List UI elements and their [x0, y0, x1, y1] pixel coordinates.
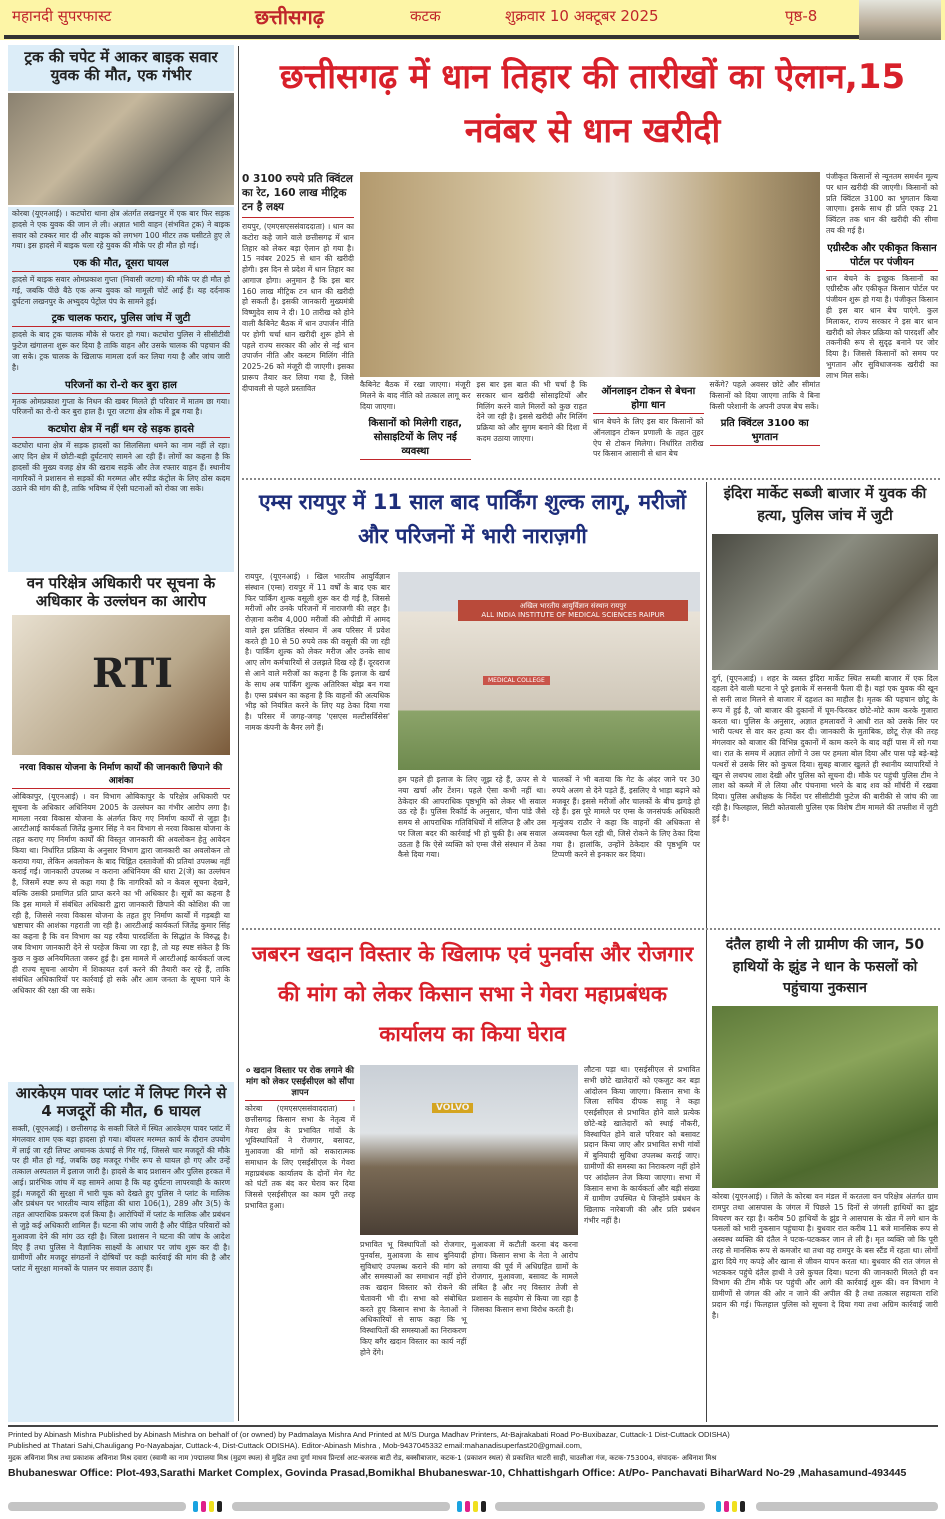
registration-strip [8, 1502, 186, 1511]
headline: इंदिरा मार्केट सब्जी बाजार में युवक की हत्या, पुलिस जांच में जुटी [723, 486, 927, 524]
lead-lower-columns [360, 380, 820, 463]
lead-kicker: 0 3100 रुपये प्रति क्विंटल का रेट, 160 लाख मीट्रिक टन है लक्ष्य [242, 172, 354, 218]
subheading: कटघोरा क्षेत्र में नहीं थम रहे सड़क हादसे [12, 421, 230, 438]
rti-illustration [12, 615, 230, 755]
elephant-photo [712, 1006, 938, 1188]
masthead-rule [4, 35, 859, 39]
column-divider [706, 482, 707, 1422]
aiims-building-photo [398, 572, 700, 770]
building-sign-english: ALL INDIA INSTITUTE OF MEDICAL SCIENCES RAIPUR [481, 611, 665, 619]
subheading: एक की मौत, दूसरा घायल [12, 255, 230, 272]
paragraph: रायपुर, (यूएनआई) । खिल भारतीय आयुर्विज्ञान संस्थान (एम्स) रायपुर में 11 वर्षों के बाद एक बार फिर पार्किंग शुल्क वसूली शुरू कर दी गई है, जिससे मरीजों और उनके परिजनों में नाराजगी की लहर है। रोज़ाना करीब 4,000 मरीजों की ओपीडी में आमद वाले इस प्रतिष्ठित संस्थान में अब परिसर में प्रवेश करते ही 10 से 50 रुपये तक की वसूली की जा रही है। पार्किंग शुल्क को लेकर मरीज और उनके साथ आए लोग कर्मचारियों से उलझते दिख रहे हैं। दूरदराज से आने वाले मरीजों का कहना है कि इलाज के खर्च के साथ अब पार्किंग शुल्क अतिरिक्त बोझ बन गया है। एम्स प्रबंधन का कहना है कि वाहनों की अत्यधिक भीड़ को नियंत्रित करने के लिए यह ठेका दिया गया है। परिसर में जगह-जगह 'एसएस मल्टीसर्विसेस' नामक कंपनी के बैनर लगे हैं। [245, 572, 390, 732]
subheading: परिजनों का रो-रो कर बुरा हाल [12, 377, 230, 394]
excavator-brand-text: VOLVO [432, 1103, 473, 1113]
subheading: ऑनलाइन टोकन से बेचना होगा धान [593, 383, 704, 414]
paragraph: पंजीकृत किसानों से न्यूनतम समर्थन मूल्य पर धान खरीदी की जाएगी। किसानों को प्रति क्विंटल 3100 का भुगतान किया जाएगा। इसके साथ ही प्रति एकड़ 21 क्विंटल तक धान की खरीदी की सीमा तय की गई है। [826, 172, 938, 235]
paragraph: ओबिकापुर, (यूएनआई) । वन विभाग ओबिकापुर के परिक्षेत्र अधिकारी पर सूचना के अधिकार अधिनियम 2005 के उल्लंघन का गंभीर आरोप लगा है। मामला नरवा विकास योजना के अंतर्गत किए गए निर्माण कार्यों से जुड़ा है। आरटीआई कार्यकर्ता जितेंद्र कुमार सिंह ने वन विभाग से नरवा विकास योजना के तहत कराए गए निर्माण कार्यों की विस्तृत जानकारी की अवलोकन हेतु आवेदन किया था। निर्धारित प्रक्रिया के अनुसार विभाग द्वारा जानकारी का अवलोकन तो कराया गया, लेकिन अवलोकन के बाद चिह्नित दस्तावेजों की प्रतियां उपलब्ध नहीं कराई गईं। जानकारी उपलब्ध न कराना अधिनियम की धारा 2(जे) का उल्लंघन है, जिसमें स्पष्ट रूप से कहा गया है कि नागरिकों को न केवल सूचना देखने, बल्कि उसकी प्रमाणित प्रति प्राप्त करने का भी अधिकार है। सूत्रों का कहना है कि इस मामले में संबंधित अधिकारी द्वारा जानकारी छिपाने की कोशिश की जा रही है, जिससे नरवा विकास योजना के तहत हुए निर्माण कार्यों में गड़बड़ी या भ्रष्टाचार की आशंका गहराती जा रही है। आरटीआई कार्यकर्ता जितेंद्र कुमार सिंह का कहना है कि वन विभाग का यह रवैया पारदर्शिता के सिद्धांत के विरुद्ध है। जब विभाग जानकारी देने से परहेज किया जा रहा है, तो यह स्पष्ट संकेत है कि कुछ न कुछ अनियमितता जरूर हुई है। इस मामले में आरटीआई कार्यकर्ता जल्द ही राज्य सूचना आयोग में शिकायत दर्ज करने की तैयारी कर रहे हैं, ताकि संबंधित अधिकारियों पर कार्रवाई हो सके और आम जनता के सूचना पाने के अधिकार की रक्षा की जा सके। [12, 792, 230, 996]
paragraph: हादसे के बाद ट्रक चालक मौके से फरार हो गया। कटघोरा पुलिस ने सीसीटीवी फुटेज खंगालना शुरू कर दिया है ताकि वाहन और उसके चालक की पहचान की जा सके। ट्रक चालक के खिलाफ मामला दर्ज कर लिया गया है और जांच जारी है। [12, 330, 230, 372]
story-body [8, 207, 234, 572]
rti-logo-text: RTI [92, 650, 174, 697]
lead-headline: छत्तीसगढ़ में धान तिहार की तारीखों का ऐलान,15 नवंबर से धान खरीदी [279, 57, 906, 152]
paragraph: मुआवजा में कटौती करना बंद करना होगा। किसान सभा के नेता ने आरोप लगाया की पूर्व में अधिग्रहित ग्रामों के रोजगार, मुआवजा, बसावट के मामले लंबित है और नए विस्तार तेजी से प्रशासन के सहयोग से किया जा रहा है जिसका किसान सभा विरोध करती है। [471, 1240, 578, 1314]
subheading: प्रति क्विंटल 3100 का भुगतान [710, 415, 821, 446]
paragraph: कोरबा (एमएसएससंवाददाता) । छत्तीसगढ़ किसान सभा के नेतृत्व में गेवरा क्षेत्र के प्रभावित गांवों के भूविस्थापितों ने रोजगार, बसावट, मुआवजा की मांगों को सकारात्मक समाधान के लिए एसईसीएल के गेवरा महाप्रबंधक कार्यालय के दोनों मेन गेट को घंटों तक बंद कर घेराव कर दिया जिससे एसईसीएल का काम पूरी तरह प्रभावित हुआ। [245, 1104, 355, 1211]
page-number: पृष्ठ-8 [785, 7, 818, 25]
paragraph: चालकों ने भी बताया कि गेट के अंदर जाने पर 30 रुपये अलग से देने पड़ते हैं, इसलिए वे भाड़ा बढ़ाने को मजबूर हैं। इससे मरीजों और चालकों के बीच झगड़े हो रहे हैं। इस पूरे मामले पर एम्स के जनसंपर्क अधिकारी मृत्युंजय राठौर ने कहा कि वाहनों की अधिकता से अव्यवस्था फैल रही थी, जिसे रोकने के लिए ठेका दिया गया है। हालांकि, उन्होंने ठेकेदार की पृष्ठभूमि पर टिप्पणी करने से इनकार कर दिया। [552, 775, 700, 860]
paragraph: इस बार इस बात की भी चर्चा है कि सरकार धान खरीदी सोसाइटियों और मिलिंग करने वाले मिलरों को कुछ राहत देने जा रही है। इससे खरीदी और मिलिंग प्रक्रिया को और सुगम बनाने की दिशा में कदम उठाया जाएगा। [476, 380, 587, 443]
registration-strip [232, 1502, 450, 1511]
black-mark [217, 1501, 222, 1512]
aiims-headline: एम्स रायपुर में 11 साल बाद पार्किंग शुल्क लागू, मरीजों और परिजनों में भारी नाराज़गी [258, 490, 687, 548]
subheading: किसानों को मिलेगी राहत, सोसाइटियों के लिए नई व्यवस्था [360, 415, 471, 460]
paragraph: रायपुर, (एमएसएससंवाददाता) । धान का कटोरा कहे जाने वाले छत्तीसगढ़ में धान तिहार को लेकर बड़ा ऐलान हो गया है। 15 नवंबर 2025 से धान की खरीदी होगी। इस दिन से प्रदेश में धान तिहार का आगाज होगा। अनुमान है कि इस बार 160 लाख मीट्रिक टन धान की खरीदी हो सकती है। इसकी जानकारी मुख्यमंत्री विष्णुदेव साय ने दी। 10 तारीख को होने वाली कैबिनेट बैठक में धान उपार्जन नीति पर होगी चर्चा धान खरीदी शुरू होने से पहले राज्य सरकार की ओर से नई धान उपार्जन नीति और कस्टम मिलिंग नीति 2025-26 को मंजूरी दी जाएगी। इसका प्रारूप तैयार कर लिया गया है, जिसे दीपावली से पहले प्रस्तावित [242, 222, 354, 393]
gevra-kicker: ० खदान विस्तार पर रोक लगाने की मांग को लेकर एसईसीएल को सौंपा ज्ञापन [245, 1065, 355, 1101]
yellow-mark [732, 1501, 737, 1512]
subheading: नरवा विकास योजना के निर्माण कार्यों की जानकारी छिपाने की आशंका [12, 760, 230, 789]
indira-story [712, 484, 938, 824]
paragraph: धान बेचने के इच्छुक किसानों का एग्रीस्टैक और एकीकृत किसान पोर्टल पर पंजीयन शुरू हो गया है। पंजीकृत किसान ही इस बार धान बेच पाएंगे. कुल मिलाकर, राज्य सरकार ने इस बार धान खरीदी को लेकर प्रक्रिया को पारदर्शी और तकनीकी रूप से सुदृढ़ बनाने पर जोर दिया है। जिससे किसानों को समय पर भुगतान और सुविधाजनक खरीदी का लाभ मिल सके। [826, 273, 938, 380]
paragraph: मृतक ओमप्रकाश गुप्ता के निधन की खबर मिलते ही परिवार में मातम छा गया। परिजनों का रो-रो कर बुरा हाल है। पूरा जटगा क्षेत्र शोक में डूब गया है। [12, 396, 230, 417]
magenta-mark [465, 1501, 470, 1512]
police-photo [712, 534, 938, 670]
gevra-lower-columns [360, 1240, 578, 1359]
paragraph: कैबिनेट बैठक में रखा जाएगा। मंजूरी मिलने के बाद नीति को तत्काल लागू कर दिया जाएगा। [360, 380, 471, 411]
story-headline-box [8, 45, 234, 91]
imprint-line: Published at Thatari Sahi,Chauligang Po-Nayabajar, Cuttack-4, Dist-Cuttack ODISHA). Editor-Abinash Mishra , Mob-9437045332 email:mahanadisuperfast20@gmail.com, [8, 1441, 583, 1451]
registration-strip [756, 1502, 938, 1511]
cyan-mark [193, 1501, 198, 1512]
subheading: एग्रीस्टैक और एकीकृत किसान पोर्टल पर पंजीयन [826, 240, 938, 271]
elephant-story [712, 935, 938, 1321]
paragraph: कटघोरा थाना क्षेत्र में सड़क हादसों का सिलसिला थमने का नाम नहीं ले रहा। आए दिन क्षेत्र में छोटी-बड़ी दुर्घटनाएं सामने आ रही हैं। लोगों का कहना है कि हादसों की मुख्य वजह क्षेत्र की खराब सड़कें और तेज रफ्तार वाहन हैं। स्थानीय नागरिकों ने प्रशासन से सड़कों की मरम्मत और स्पीड कंट्रोल के लिए ठोस कदम उठाने की मांग की है, ताकि भविष्य में ऐसी घटनाओं को रोका जा सके। [12, 441, 230, 494]
black-mark [740, 1501, 745, 1512]
gevra-right-column [584, 1065, 700, 1227]
registration-strip [495, 1502, 705, 1511]
paddy-cm-photo [360, 172, 820, 377]
city: कटक [410, 7, 441, 25]
gevra-left-column [245, 1065, 355, 1212]
paragraph: हादसे में बाइक सवार ओमप्रकाश गुप्ता (निवासी जटगा) की मौके पर ही मौत हो गई, जबकि पीछे बैठे एक अन्य युवक को मामूली चोटें आई हैं। यह दर्दनाक दुर्घटना लखनपुर के अभ्युदय पेट्रोल पंप के सामने हुई। [12, 275, 230, 306]
section-name: छत्तीसगढ़ [255, 5, 325, 29]
paper-name: महानदी सुपरफास्ट [12, 7, 112, 25]
magenta-mark [201, 1501, 206, 1512]
imprint-line: Printed by Abinash Mishra Published by Abinash Mishra on behalf of (or owned) by Padmalaya Mishra And Printed at M/S Durga Madhav Printers, At-Bajrakabati Road Po-Buxibazar, Cuttack-1 Dist-Cuttack ODISHA) [8, 1430, 730, 1439]
aiims-column [245, 572, 390, 734]
section-divider [242, 478, 940, 480]
cyan-mark [716, 1501, 721, 1512]
paragraph: सकेंगे? पहले अवसर छोटे और सीमांत किसानों को दिया जाएगा ताकि वे बिना किसी परेशानी के अपनी उपज बेच सकें। [709, 380, 820, 411]
paragraph: कोरबा (यूएनआई) । कटघोरा थाना क्षेत्र अंतर्गत लखनपुर में एक बार फिर सड़क हादसे ने एक युवक की जान ले ली। अज्ञात भारी वाहन (संभवित ट्रक) ने बाइक सवार को टक्कर मार दी और बाइक को लगभग 100 मीटर तक घसीटते हुए ले गया। इस हादसे में बाइक चला रहे युवक की मौके पर ही मौत हो गई। [12, 209, 230, 251]
magenta-mark [724, 1501, 729, 1512]
paragraph: सक्ती, (यूएनआई) । छत्तीसगढ़ के सक्ती जिले में स्थित आरकेएम पावर प्लांट में मंगलवार शाम एक बड़ा हादसा हो गया। बॉयलर मरम्मत कार्य के दौरान उपयोग में लाई जा रही लिफ्ट अचानक ऊंचाई से गिर गई, जिससे चार मजदूरों की मौके पर ही मौत हो गई, जबकि छह मजदूर गंभीर रूप से घायल हो गए और उन्हें तत्काल अस्पताल में इलाज जारी है। हादसे के बाद प्रशासन और पुलिस हरकत में आई। प्रारंभिक जांच में यह सामने आया है कि यह दुर्घटना लापरवाही के कारण हुई। मजदूरों की सुरक्षा में भारी चूक को देखते हुए पुलिस ने प्लांट के मालिक और प्रबंधन पर भारतीय न्याय संहिता की धारा 106(1), 289 और 3(5) के तहत आपराधिक प्रकरण दर्ज किया है। आरोपियों में प्लांट के मालिक और प्रबंधन से जुड़े कई अधिकारी शामिल हैं। घटना की जांच जारी है और पीड़ित परिवारों को मुआवजा देने की मांग उठ रही है। जिला प्रशासन ने घटना की जांच के आदेश दिए हैं तथा पुलिस ने वैज्ञानिक साक्ष्यों के आधार पर जांच शुरू कर दी है। ग्रामीणों और मजदूर संगठनों ने दोषियों पर कड़ी कार्रवाई की मांग की है और प्लांट में सुरक्षा मानकों के पालन पर सवाल उठाए हैं। [12, 1124, 230, 1274]
rti-story [8, 574, 234, 997]
yellow-mark [209, 1501, 214, 1512]
paragraph: धान बेचने के लिए इस बार किसानों को ऑनलाइन टोकन प्रणाली के तहत तुहर ऐप से टोकन मिलेगा। निर्धारित तारीख पर किसान आसानी से धान बेच [593, 417, 704, 459]
truck-accident-photo [8, 93, 234, 205]
medical-college-sign: MEDICAL COLLEGE [483, 676, 550, 685]
paragraph: हम पहले ही इलाज के लिए जूझ रहे हैं, ऊपर से ये नया खर्चा और टेंशन। पहले ऐसा कभी नहीं था। ठेकेदार की आपराधिक पृष्ठभूमि को लेकर भी सवाल उठ रहे हैं। पुलिस रिकॉर्ड के अनुसार, चौना पांडे जैसे समय से आपराधिक गतिविधियों में संलिप्त है और उस पर जिला बदर की कार्रवाई भी हो चुकी है। अब सवाल उठता है कि ऐसे व्यक्ति को एम्स जैसे संस्थान में ठेका कैसे दिया गया। [398, 775, 546, 860]
subheading: ट्रक चालक फरार, पुलिस जांच में जुटी [12, 310, 230, 327]
footer-rule [8, 1425, 938, 1427]
headline: ट्रक की चपेट में आकर बाइक सवार युवक की मौत, एक गंभीर [24, 48, 218, 84]
column-divider [238, 46, 239, 1421]
headline: आरकेएम पावर प्लांट में लिफ्ट गिरने से 4 मजदूरों की मौत, 6 घायल [15, 1084, 227, 1120]
temple-photo [859, 0, 941, 40]
paragraph: कोरबा (यूएनआई) । जिले के कोरबा वन मंडल में करतला वन परिक्षेत्र अंतर्गत ग्राम रामपुर तथा आसपास के जंगल में पिछले 15 दिनों से जंगली हाथियों का झुंड विचरण कर रहा है। करीब 50 हाथियों के झुंड ने आसपास के खेत में लगे धान के फसलों को भारी नुकसान पहुंचाया है। बुधवार रात करीब 11 बजे मानसिक रूप से अस्वस्थ व्यक्ति की दंतैल ने पटक-पटककर जान ले ली है। मृत व्यक्ति जो कि पूरी तरह से मानसिक रूप से कमजोर था तथा वह रामपुर के बस स्टैंड में रहता था। लोगों द्वारा दिये गए कपड़े और खाना से जीवन यापन करता था। बुधवार की रात जंगल से भटककर पहुंचे दंतैल हाथी ने उसे कुचल दिया। घटना की जानकारी मिलते ही वन विभाग की टीम मौके पर पहुंची और आगे की कार्रवाई शुरू की। वन विभाग ने ग्रामीणों से जंगल की ओर न जाने की अपील की है तथा तत्काल सहायता राशि प्रदान की गई। फिलहाल पुलिस को सूचना दे दिया गया तथा अग्रिम कार्रवाई जारी है। [712, 1192, 938, 1320]
masthead [0, 0, 945, 40]
gevra-headline: जबरन खदान विस्तार के खिलाफ एवं पुनर्वास और रोजगार की मांग को लेकर किसान सभा ने गेवरा महाप्रबंधक कार्यालय का किया घेराव [251, 942, 694, 1046]
paragraph: लौटना पड़ा था। एसईसीएल से प्रभावित सभी छोटे खातेदारों को एकजुट कर बड़ा आंदोलन किया जाएगा। किसान सभा के जिला सचिव दीपक साहू ने कहा एसईसीएल से प्रभावित होने वाले प्रत्येक छोटे-बड़े खातेदारों को स्थाई नौकरी, विस्थापित होने वाले परिवार को बसावट प्रदान किया जाए और प्रभावित सभी गांवों में बुनियादी सुविधा उपलब्ध कराई जाए। ग्रामीणों की समस्या का निराकरण नहीं होने पर आंदोलन तेज किया जाएगा। सभा में किसान सभा के कार्यकर्ता और बड़ी संख्या में ग्रामीण उपस्थित थे जिन्होंने प्रबंधन के खिलाफ नारेबाजी की और प्रति प्रबंधन गंभीर नहीं है। [584, 1065, 700, 1225]
paragraph: दुर्ग, (यूएनआई) । शहर के व्यस्त इंदिरा मार्केट स्थित सब्जी बाजार में एक दिल दहला देने वाली घटना ने पूरे इलाके में सनसनी फैला दी है। यहां एक युवक की खून से सनी लाश मिलने से बाजार में दहशत का माहौल है। मृतक की पहचान छोटू के रूप में हुई है, जो बाजार की दुकानों में घूम-फिरकर छोटे-मोटे काम करके गुजारा करता था। पुलिस के अनुसार, अज्ञात हमलावरों ने आधी रात को उसके सिर पर भारी पत्थर से वार कर हत्या कर दी। जानकारी के मुताबिक, छोटू रोज़ की तरह मंगलवार को बाजार की विभिन्न दुकानों में काम करने के बाद वहीं पास में सो गया था। रात के समय में अज्ञात लोगों ने उस पर हमला बोल दिया और पास पड़े बड़े-बड़े पत्थरों से उसके सिर को कुचल दिया। सुबह बाजार खुलते ही स्थानीय व्यापारियों ने खून से लथपथ लाश देखी और पुलिस को सूचना दी। मौके पर पहुंची पुलिस टीम ने लाश को कब्जे में ले लिया और पंचनामा भरने के बाद शव को मॉर्चरी में रखवा दिया। पुलिस अधीक्षक के निर्देश पर सीसीटीवी फुटेज की बारीकी से जांच की जा रही है। फिलहाल, सिटी कोतवाली पुलिस एक विशेष टीम मामले की तफ्तीश में जुटी हुई है। [712, 673, 938, 823]
headline: वन परिक्षेत्र अधिकारी पर सूचना के अधिकार के उल्लंघन का आरोप [26, 574, 216, 610]
paragraph: प्रभावित भू विस्थापितों को रोजगार, पुनर्वास, मुआवजा के साथ बुनियादी सुविधाएं उपलब्ध कराने की मांग को और समस्याओं का समाधान नहीं होने तक खदान विस्तार को रोकने की चेतावनी भी दी। सभा को संबोधित करते हुए किसान सभा के नेताओं ने अधिकारियों से साफ कहा कि भू विस्थापितों की समस्याओं का निराकरण किए बगैर खदान विस्तार का कार्य नहीं होने देंगे। [360, 1240, 467, 1357]
date: शुक्रवार 10 अक्टूबर 2025 [505, 7, 659, 25]
power-plant-story [8, 1082, 234, 1422]
black-mark [481, 1501, 486, 1512]
office-addresses: Bhubaneswar Office: Plot-493,Sarathi Market Complex, Govinda Prasad,Bomikhal Bhubaneswar-10, Chhattishgarh Office: At/Po- Panchavati BiharWard No-29 ,Mahasamund-493445 [8, 1466, 907, 1479]
section-divider [242, 928, 940, 930]
imprint-line-hindi: मुद्रक अविनाश मिश्र तथा प्रकाशक अविनाश मिश्र दवारा (स्वामी का नाम )पद्मालया मिश्र (मुद्रण स्थल) से मुद्रित तथा दुर्गा माधव प्रिन्टर्स आट-बजरक बाटी रोड, बक्सीबाजार, कटक-1 (प्रकाशन स्थल) से प्रकाशित थाटरी साही, चाउलीआ गंज, कटक-753004, संपादक- अविनाश मिश्र [8, 1453, 717, 1462]
cyan-mark [457, 1501, 462, 1512]
lead-right-column [826, 172, 938, 382]
protest-photo [360, 1065, 578, 1235]
headline: दंतैल हाथी ने ली ग्रामीण की जान, 50 हाथियों के झुंड ने धान के फसलों को पहुंचाया नुकसान [725, 937, 925, 997]
imprint [8, 1429, 938, 1480]
lead-left-column [242, 172, 354, 395]
aiims-lower-columns [398, 775, 700, 861]
building-sign-hindi: अखिल भारतीय आयुर्विज्ञान संस्थान रायपुर [519, 602, 627, 610]
yellow-mark [473, 1501, 478, 1512]
